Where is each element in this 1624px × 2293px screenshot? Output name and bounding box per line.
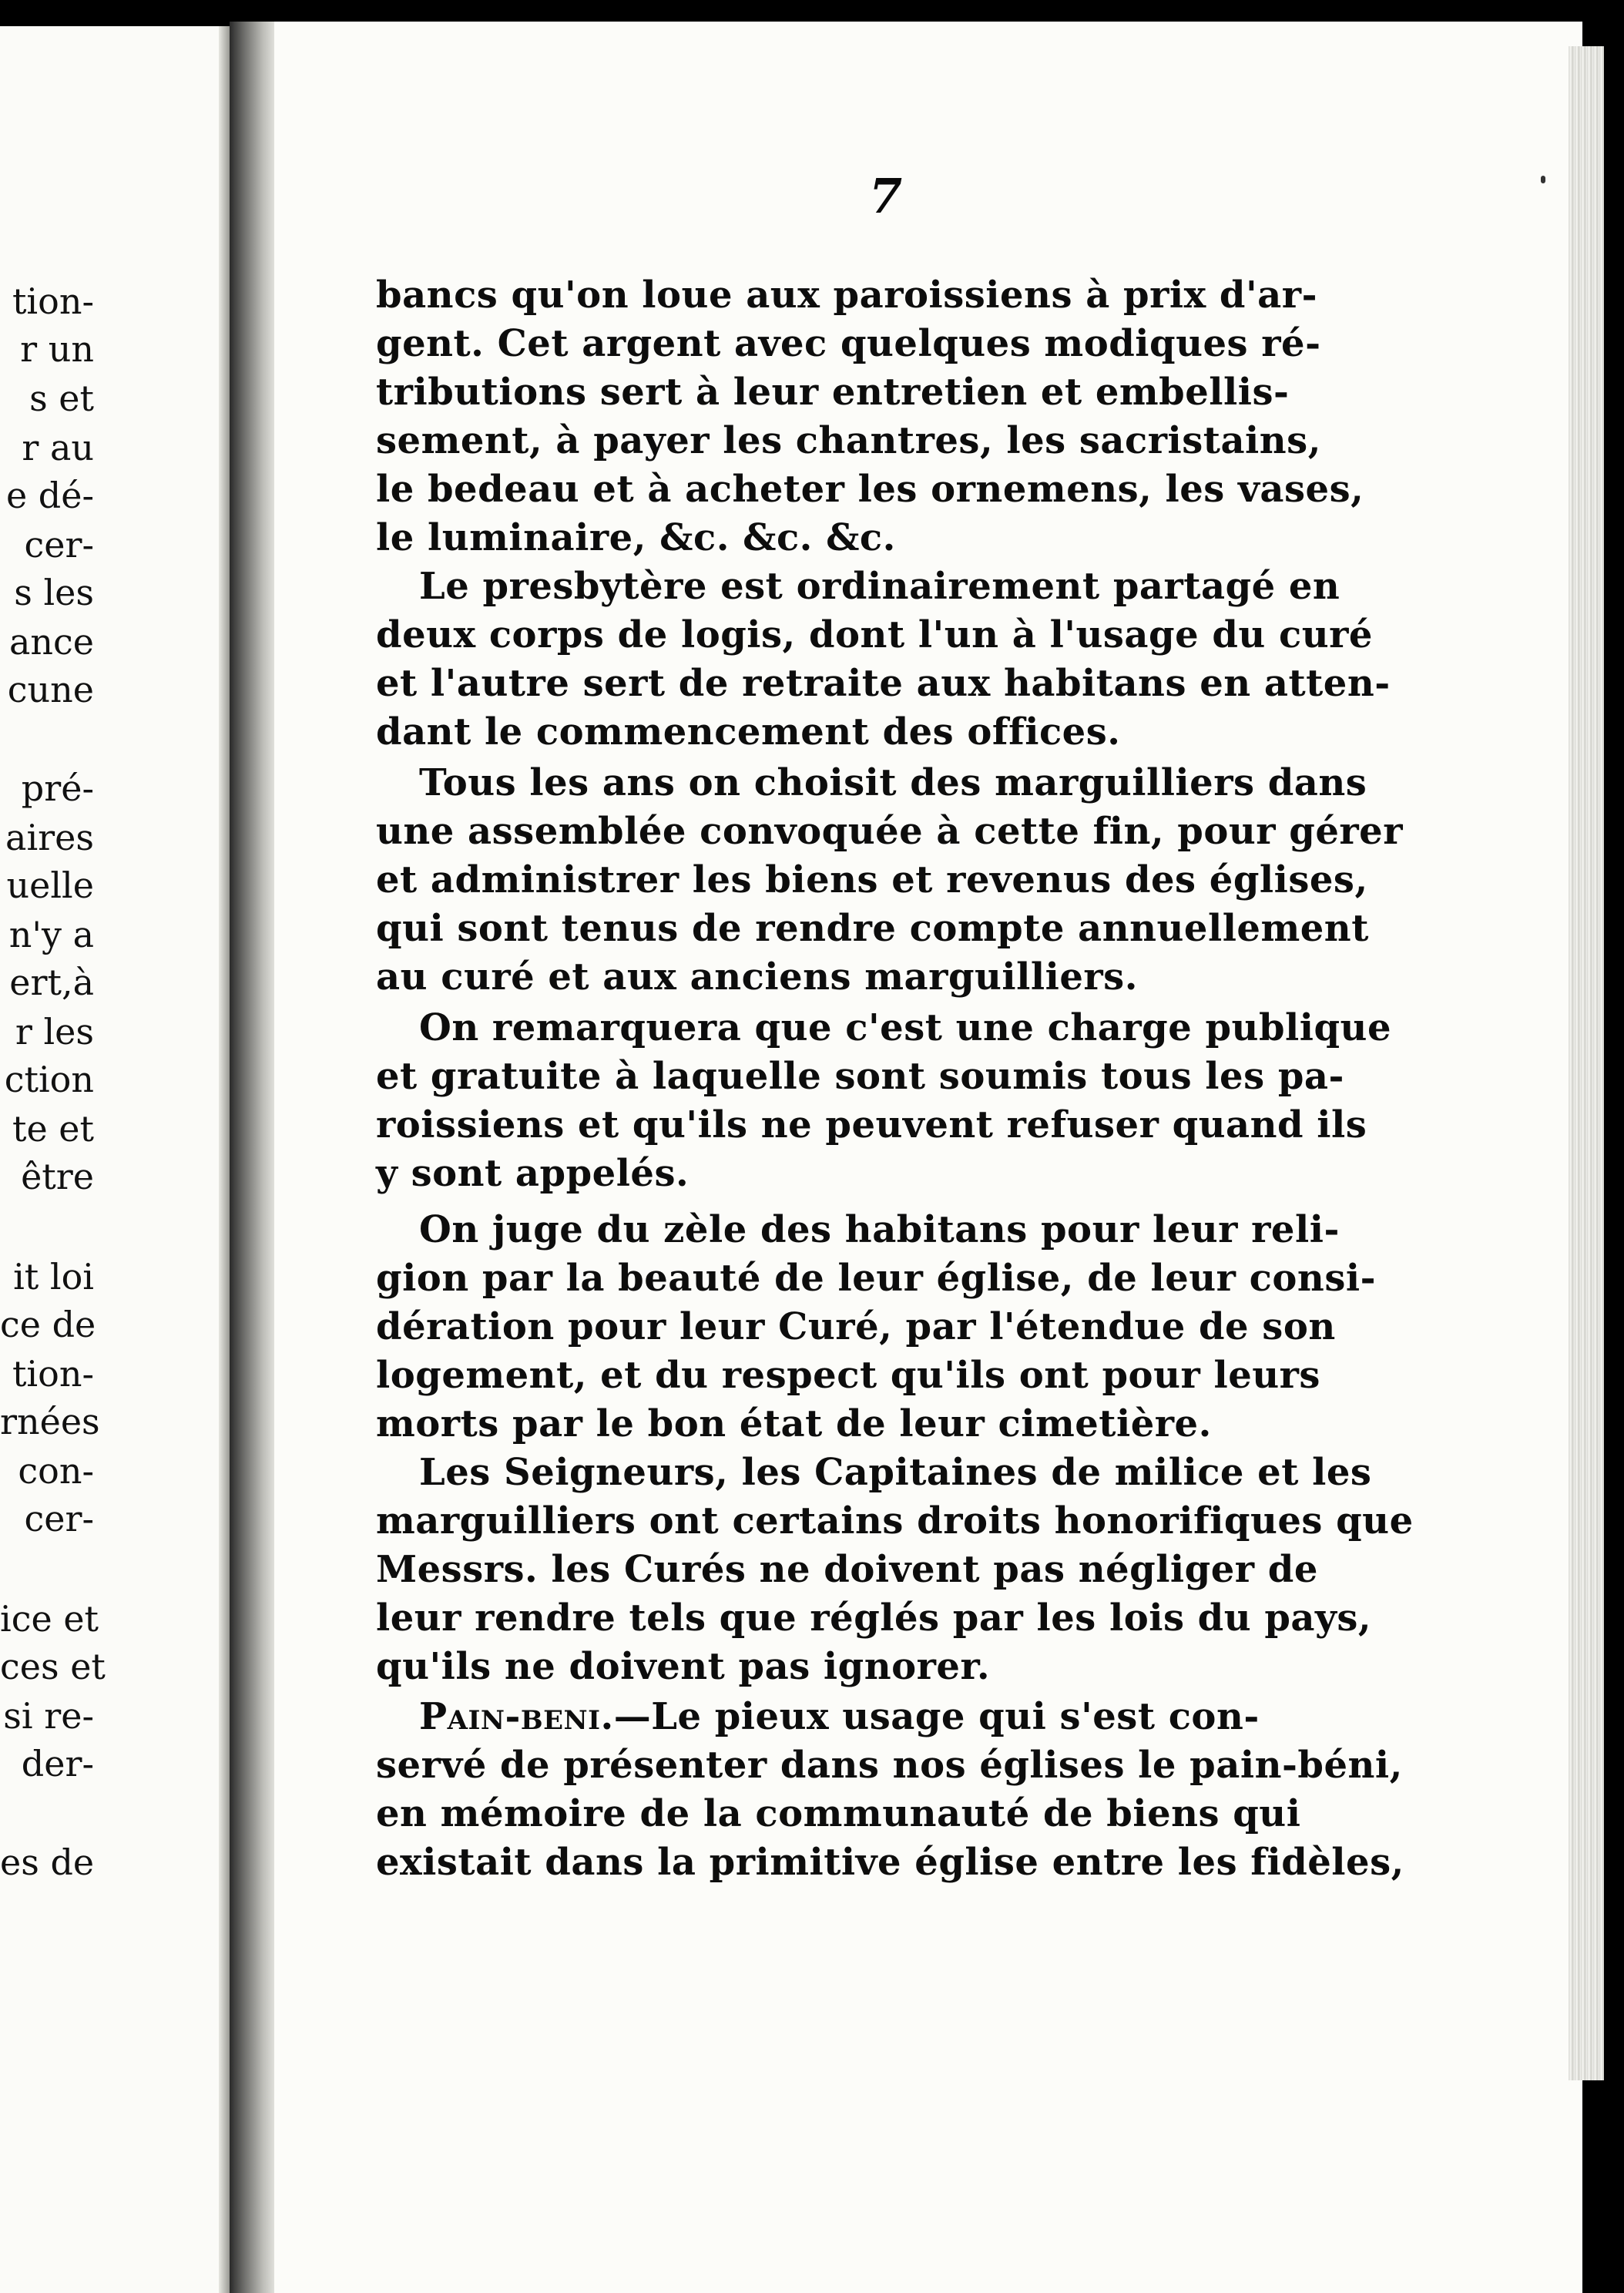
text-line: tributions sert à leur entretien et embellis- bbox=[376, 371, 1290, 414]
left-page-line: ert,à bbox=[9, 962, 94, 1003]
left-page-line: ction bbox=[4, 1059, 94, 1100]
left-page-line: ce de bbox=[0, 1304, 96, 1345]
text-line: bancs qu'on loue aux paroissiens à prix d'ar- bbox=[376, 274, 1317, 317]
text-line: Les Seigneurs, les Capitaines de milice et les bbox=[419, 1451, 1372, 1494]
left-page-line: der- bbox=[21, 1743, 94, 1784]
text-line: au curé et aux anciens marguilliers. bbox=[376, 955, 1138, 999]
text-line: logement, et du respect qu'ils ont pour leurs bbox=[376, 1354, 1320, 1397]
left-page-line: te et bbox=[12, 1108, 94, 1150]
text-line: deux corps de logis, dont l'un à l'usage du curé bbox=[376, 613, 1373, 656]
text-line: dant le commencement des offices. bbox=[376, 710, 1121, 754]
ink-speck bbox=[1541, 176, 1545, 183]
left-page-line: rnées bbox=[0, 1401, 100, 1442]
text-line-rest: —Le pieux usage qui s'est con- bbox=[613, 1695, 1260, 1738]
paragraph bbox=[376, 1206, 1376, 1449]
left-page-line: cune bbox=[7, 669, 94, 710]
text-line: une assemblée convoquée à cette fin, pour gérer bbox=[376, 810, 1403, 853]
text-line: Tous les ans on choisit des marguilliers dans bbox=[419, 761, 1367, 804]
text-line: en mémoire de la communauté de biens qui bbox=[376, 1792, 1301, 1835]
paragraph bbox=[376, 1693, 1404, 1887]
text-line: morts par le bon état de leur cimetière. bbox=[376, 1402, 1212, 1445]
left-page-line: tion- bbox=[12, 1353, 94, 1395]
left-page-line: r au bbox=[22, 427, 94, 468]
text-line: Messrs. les Curés ne doivent pas négliger de bbox=[376, 1548, 1318, 1591]
text-line: qu'ils ne doivent pas ignorer. bbox=[376, 1645, 991, 1688]
left-page-line: ance bbox=[8, 621, 94, 663]
text-line: servé de présenter dans nos églises le pain-béni, bbox=[376, 1744, 1403, 1787]
left-page-line: uelle bbox=[6, 864, 94, 906]
page-edges bbox=[1569, 46, 1604, 2080]
text-line: roissiens et qu'ils ne peuvent refuser quand ils bbox=[376, 1103, 1367, 1146]
text-line: le luminaire, &c. &c. &c. bbox=[376, 516, 896, 559]
paragraph bbox=[376, 562, 1391, 757]
paragraph bbox=[376, 1449, 1414, 1691]
left-page-line: pré- bbox=[21, 767, 94, 809]
text-line: Le presbytère est ordinairement partagé en bbox=[419, 565, 1340, 608]
left-page-line: être bbox=[21, 1156, 94, 1197]
left-page-line: s et bbox=[29, 378, 94, 419]
text-line: marguilliers ont certains droits honorifiques que bbox=[376, 1499, 1414, 1543]
text-line: gion par la beauté de leur église, de leur consi- bbox=[376, 1257, 1376, 1300]
text-line bbox=[376, 1693, 1366, 1741]
left-page-line: n'y a bbox=[8, 914, 94, 955]
text-line: et administrer les biens et revenus des églises, bbox=[376, 858, 1368, 901]
text-line: leur rendre tels que réglés par les lois du pays, bbox=[376, 1596, 1372, 1640]
text-line: et l'autre sert de retraite aux habitans en atten- bbox=[376, 662, 1391, 705]
left-page-line: con- bbox=[18, 1450, 94, 1492]
text-line: gent. Cet argent avec quelques modiques ré- bbox=[376, 322, 1321, 365]
left-page-line: s les bbox=[14, 572, 94, 613]
left-page-line: e dé- bbox=[5, 475, 94, 516]
left-page-line: r les bbox=[15, 1011, 94, 1052]
left-page-line: si re- bbox=[3, 1695, 94, 1737]
left-page-gutter-shadow bbox=[219, 26, 230, 2293]
section-lead: Pain-beni. bbox=[419, 1695, 614, 1738]
text-line: On juge du zèle des habitans pour leur reli- bbox=[419, 1208, 1340, 1251]
text-line: le bedeau et à acheter les ornemens, les vases, bbox=[376, 468, 1364, 511]
left-page-line: aires bbox=[5, 817, 94, 858]
page-number: 7 bbox=[869, 168, 903, 224]
text-line: On remarquera que c'est une charge publique bbox=[419, 1006, 1391, 1049]
paragraph bbox=[376, 759, 1403, 1002]
left-page-line: r un bbox=[20, 328, 94, 370]
text-line: sement, à payer les chantres, les sacristains, bbox=[376, 419, 1321, 462]
paragraph bbox=[376, 1004, 1391, 1198]
left-page-line: ces et bbox=[0, 1646, 106, 1687]
left-facing-page bbox=[0, 26, 230, 2293]
text-line: et gratuite à laquelle sont soumis tous les pa- bbox=[376, 1055, 1344, 1098]
left-page-line: tion- bbox=[12, 280, 94, 322]
left-page-line: cer- bbox=[24, 524, 94, 566]
paragraph bbox=[376, 271, 1366, 562]
text-line: y sont appelés. bbox=[376, 1152, 690, 1195]
text-line: qui sont tenus de rendre compte annuellement bbox=[376, 907, 1369, 950]
left-page-line: it loi bbox=[13, 1256, 94, 1298]
left-page-line: cer- bbox=[24, 1498, 94, 1539]
text-line: dération pour leur Curé, par l'étendue de son bbox=[376, 1305, 1336, 1348]
left-page-line: es de bbox=[0, 1841, 95, 1883]
left-page-line: ice et bbox=[0, 1598, 99, 1640]
text-line: existait dans la primitive église entre les fidèles, bbox=[376, 1841, 1404, 1884]
book-binding-gutter bbox=[230, 22, 277, 2293]
